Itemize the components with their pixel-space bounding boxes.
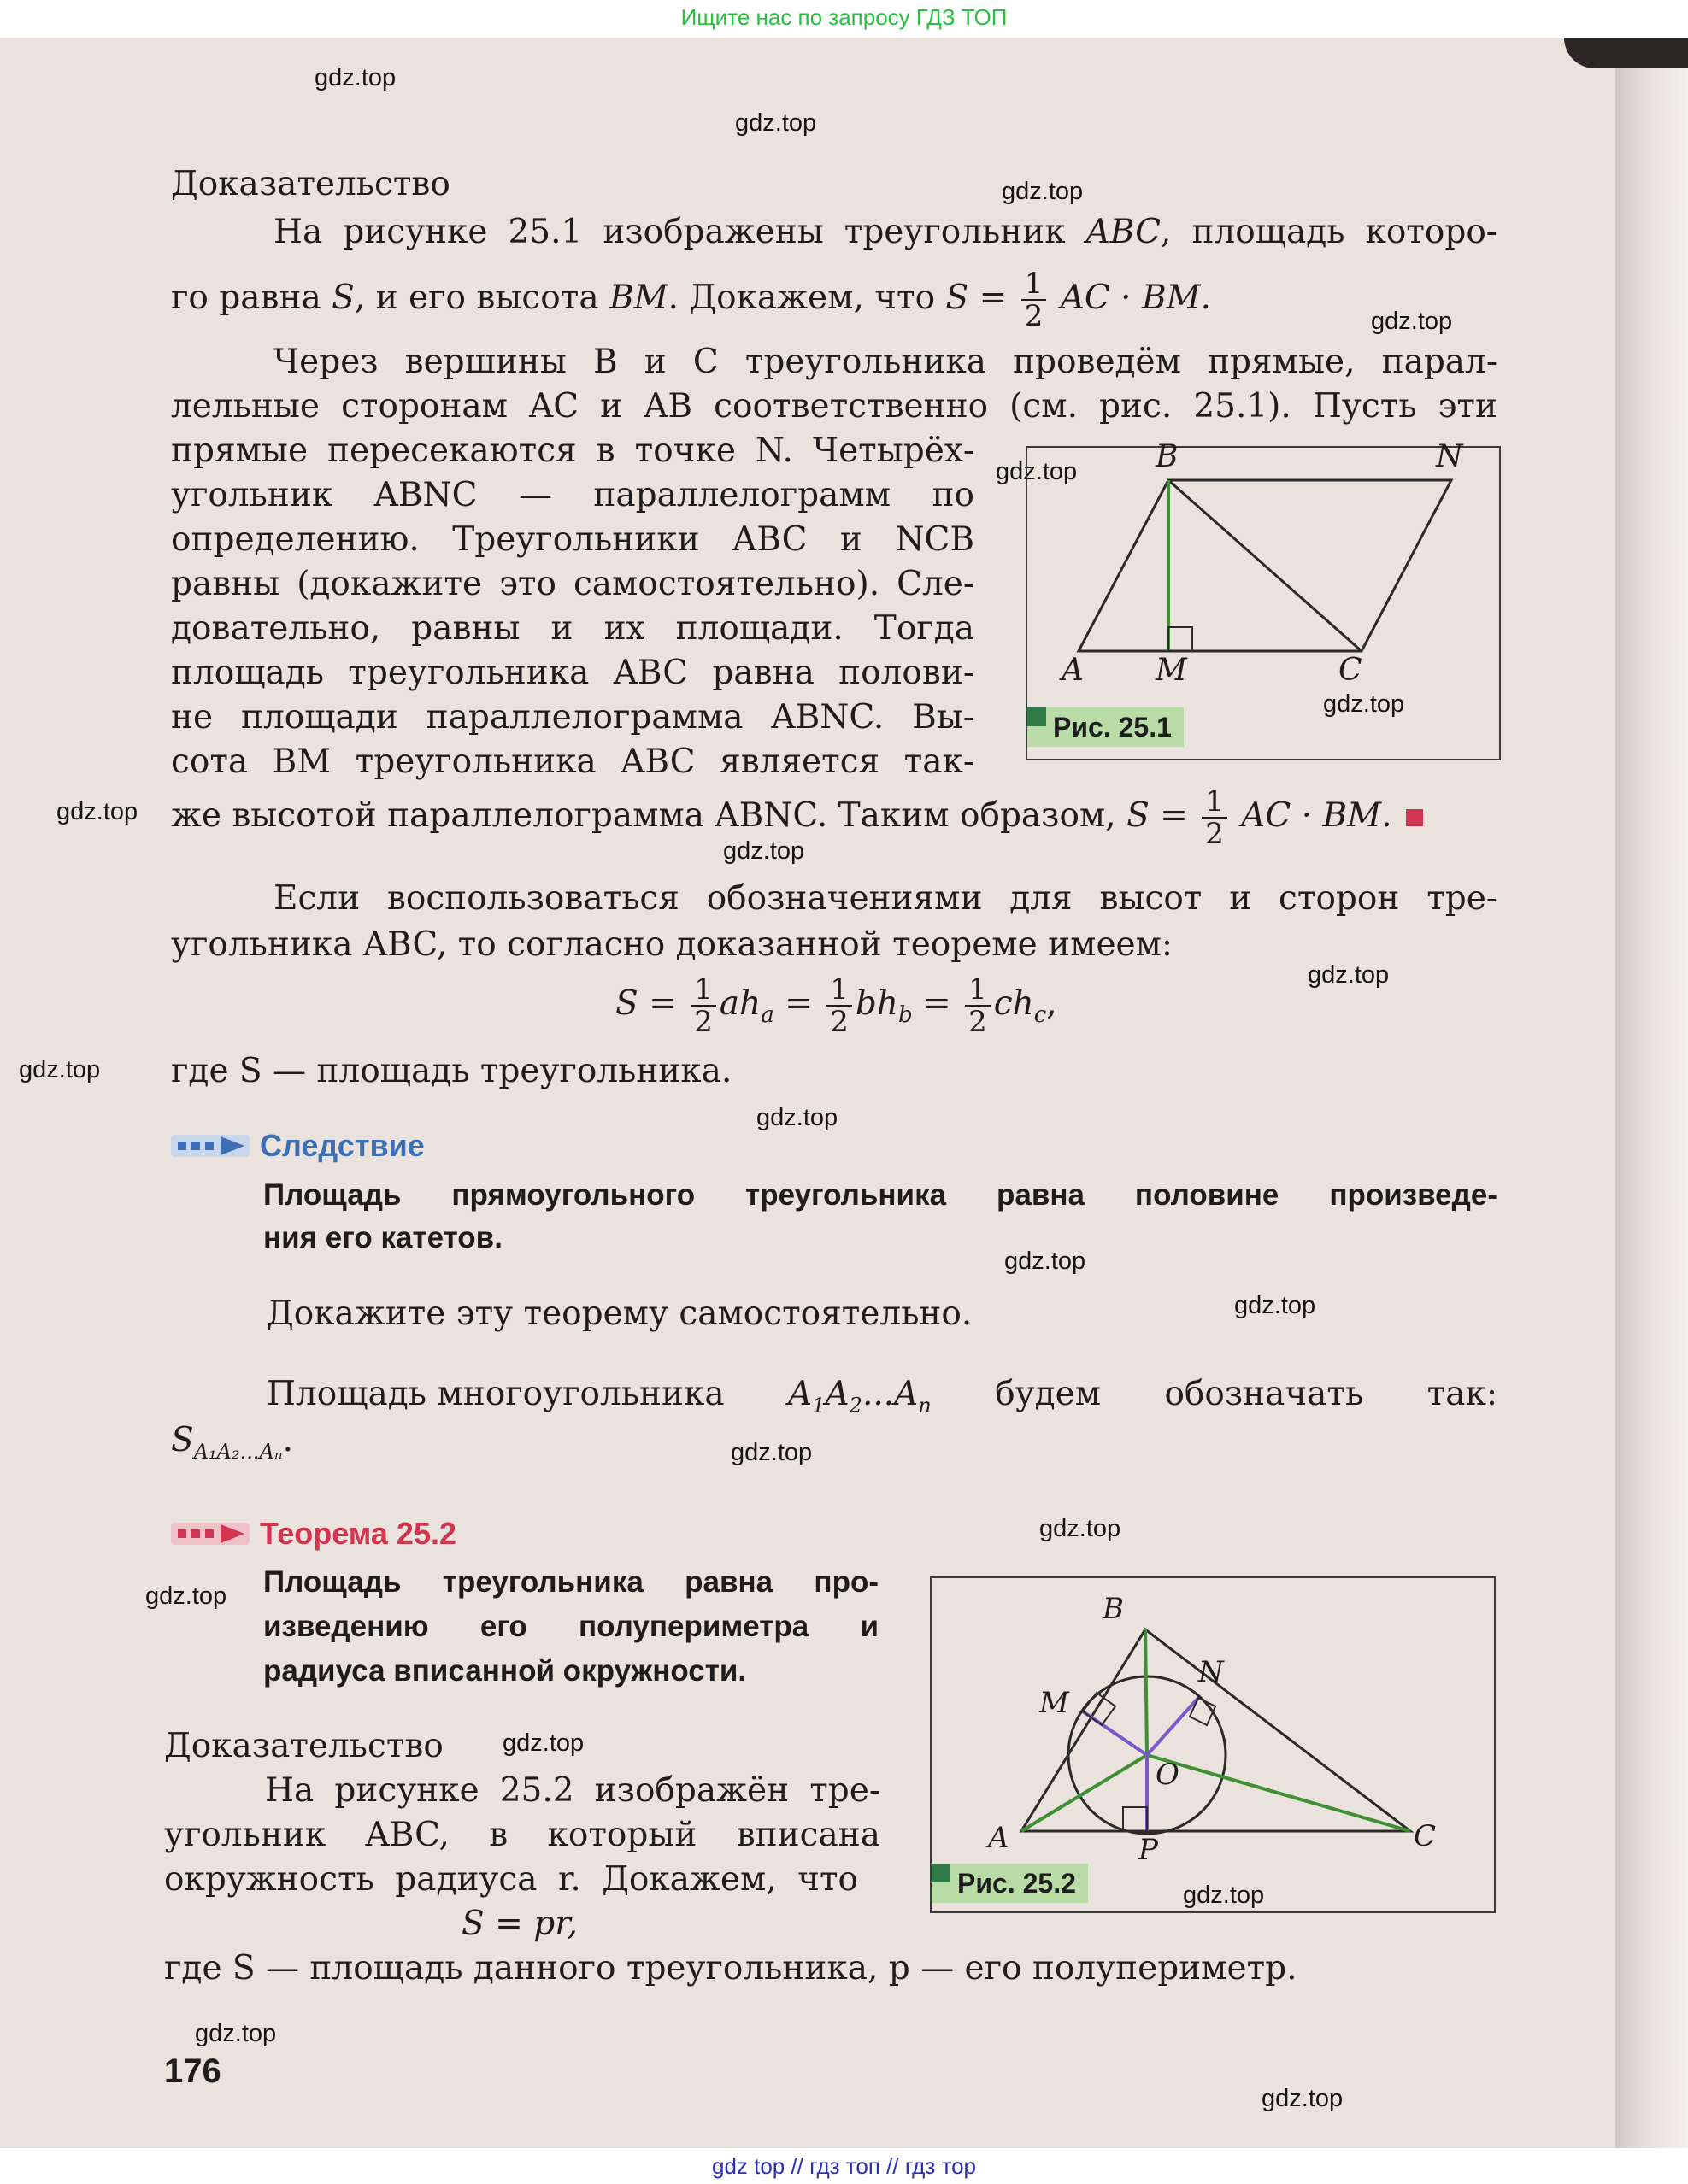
page-number: 176 xyxy=(164,2052,221,2090)
vertex-label-c: C xyxy=(1338,653,1362,688)
proof-heading: Доказательство xyxy=(164,1727,444,1765)
proof-line: го равна S, и его высота BM. Докажем, что S = $\frac{1}{2}$ AC · BM. xyxy=(171,267,1211,333)
corollary-title: Следствие xyxy=(260,1128,425,1163)
vertex-label-c: C xyxy=(1414,1819,1437,1853)
proof-line: площадь треугольника ABC равна полови- xyxy=(171,654,974,692)
vertex-label-b: B xyxy=(1156,439,1179,474)
inscribed-circle-diagram xyxy=(932,1578,1494,1911)
watermark: gdz.top xyxy=(1183,1882,1265,1909)
proof-line: Через вершины B и C треугольника проведём прямые, парал- xyxy=(273,343,1497,381)
corollary-text: Площадь прямоугольного треугольника равна половине произведе- xyxy=(263,1178,1497,1212)
vertex-label-m: M xyxy=(1156,653,1187,688)
proof-line: довательно, равны и их площади. Тогда xyxy=(171,609,974,648)
corollary-heading xyxy=(171,1126,769,1165)
theorem-title: Теорема 25.2 xyxy=(260,1516,456,1551)
caption-marker-icon xyxy=(1027,707,1046,726)
proof-line: не площади параллелограмма ABNC. Вы- xyxy=(171,698,974,737)
point-label-m: M xyxy=(1039,1686,1069,1720)
qed-square-icon xyxy=(1406,809,1423,826)
theorem-heading xyxy=(171,1514,769,1553)
vertex-label-a: A xyxy=(988,1821,1009,1855)
formula-after-line: где S — площадь треугольника. xyxy=(171,1052,732,1090)
page-corner-shadow xyxy=(1564,38,1688,68)
watermark: gdz.top xyxy=(996,458,1078,485)
proof-line: угольник ABNC — параллелограмм по xyxy=(171,476,974,514)
watermark: gdz.top xyxy=(1371,308,1453,335)
fraction-half: $\frac{1}{2}$ xyxy=(1202,786,1227,849)
watermark: gdz.top xyxy=(723,837,805,865)
proof-line: определению. Треугольники ABC и NCB xyxy=(171,520,974,559)
proof-heading: Доказательство xyxy=(171,165,450,203)
formula-s-equals-pr: S = pr, xyxy=(462,1905,578,1943)
watermark: gdz.top xyxy=(1308,961,1390,989)
polygon-notation-line: Площадь многоугольника $A_1A_2...A_n$ будем обозначать так: xyxy=(267,1375,1497,1418)
watermark: gdz.top xyxy=(195,2020,277,2047)
watermark: gdz.top xyxy=(1262,2085,1344,2112)
proof-line: равны (докажите это самостоятельно). Сле- xyxy=(171,565,974,603)
proof-line: где S — площадь данного треугольника, p — его полупериметр. xyxy=(164,1949,1297,1987)
arrow-icon xyxy=(171,1131,250,1160)
prove-yourself-line: Докажите эту теорему самостоятельно. xyxy=(267,1295,973,1333)
center-label-o: O xyxy=(1156,1758,1179,1792)
theorem-text: изведению его полупериметра и xyxy=(263,1610,879,1643)
watermark: gdz.top xyxy=(1234,1292,1316,1319)
watermark: gdz.top xyxy=(503,1729,585,1757)
watermark: gdz.top xyxy=(315,64,397,91)
watermark: gdz.top xyxy=(1004,1248,1086,1275)
polygon-notation: $S_{A_1A_2...A_n}$. xyxy=(171,1421,293,1464)
page-binding-edge xyxy=(1615,38,1688,2148)
proof-line: прямые пересекаются в точке N. Четырёх- xyxy=(171,432,974,470)
theorem-text: Площадь треугольника равна про- xyxy=(263,1565,879,1599)
proof-line: сота BM треугольника ABC является так- xyxy=(171,743,974,781)
vertex-label-a: A xyxy=(1062,653,1084,688)
fraction-half: $\frac{1}{2}$ xyxy=(1021,268,1047,332)
figure-25-2 xyxy=(930,1576,1496,1913)
theorem-text: радиуса вписанной окружности. xyxy=(263,1654,747,1688)
proof-line: На рисунке 25.2 изображён тре- xyxy=(265,1771,880,1810)
proof-line: На рисунке 25.1 изображены треугольник ABC, площадь которо- xyxy=(273,213,1497,251)
watermark: gdz.top xyxy=(756,1104,838,1131)
arrow-icon xyxy=(171,1519,250,1548)
proof-line: лельные сторонам AC и AB соответственно (см. рис. 25.1). Пусть эти xyxy=(171,387,1497,426)
vertex-label-b: B xyxy=(1103,1592,1124,1626)
proof-line: угольник ABC, в который вписана xyxy=(164,1816,880,1854)
area-formula: S = $\frac{1}{2}$ $ah_a$ = $\frac{1}{2}$ $bh_b$ = $\frac{1}{2}$ $ch_c$, xyxy=(615,972,1057,1039)
top-banner[interactable]: Ищите нас по запросу ГДЗ ТОП xyxy=(0,0,1688,38)
watermark: gdz.top xyxy=(1002,178,1084,205)
watermark: gdz.top xyxy=(1323,690,1405,718)
caption-marker-icon xyxy=(932,1864,950,1882)
proof-line: окружность радиуса r. Докажем, что xyxy=(164,1860,858,1899)
watermark: gdz.top xyxy=(56,798,138,825)
watermark: gdz.top xyxy=(19,1056,101,1083)
formula-intro-line: угольника ABC, то согласно доказанной теореме имеем: xyxy=(171,925,1173,964)
proof-line: же высотой параллелограмма ABNC. Таким образом, S = $\frac{1}{2}$ AC · BM. xyxy=(171,786,1504,849)
figure-caption: Рис. 25.2 xyxy=(932,1864,1088,1903)
vertex-label-n: N xyxy=(1436,439,1463,474)
point-label-n: N xyxy=(1198,1655,1224,1689)
watermark: gdz.top xyxy=(735,109,817,137)
figure-caption: Рис. 25.1 xyxy=(1027,707,1184,747)
watermark: gdz.top xyxy=(731,1439,813,1466)
watermark: gdz.top xyxy=(145,1582,227,1610)
watermark: gdz.top xyxy=(1039,1515,1121,1542)
corollary-text: ния его катетов. xyxy=(263,1221,503,1254)
bottom-banner[interactable]: gdz top // гдз топ // гдз тор xyxy=(0,2148,1688,2184)
figure-25-1 xyxy=(1026,439,1501,760)
point-label-p: P xyxy=(1138,1833,1158,1867)
formula-intro-line: Если воспользоваться обозначениями для высот и сторон тре- xyxy=(273,879,1497,918)
